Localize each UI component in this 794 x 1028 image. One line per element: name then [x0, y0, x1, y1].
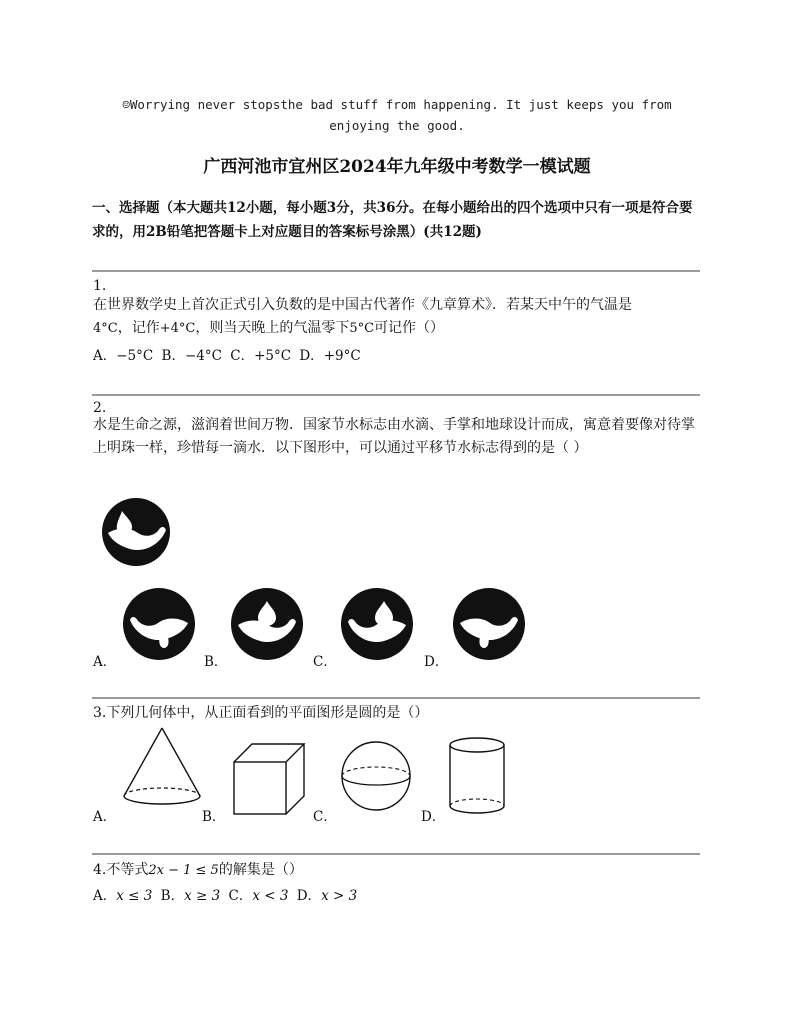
question-3-stem [93, 702, 705, 725]
temperature-value: 5°C [349, 321, 375, 336]
section-heading: 一、选择题（本大题共12小题，每小题3分，共36分。在每小题给出的四个选项中只有一项是符合要求的，用2B铅笔把答题卡上对应题目的答案标号涂黑）(共12题) [92, 200, 693, 240]
cube-icon[interactable] [230, 742, 306, 818]
logo-option-a-icon[interactable] [122, 587, 196, 661]
option-value[interactable]: x < 3 [252, 888, 289, 904]
question-1-line2 [93, 317, 705, 340]
inequality-expression: 2x − 1 ≤ 5 [148, 863, 219, 878]
question-1-stem [93, 294, 705, 340]
motivational-quote: ☺Worrying never stopsthe bad stuff from happening. It just keeps you from enjoying the good. [122, 97, 672, 133]
option-label: D． [296, 888, 322, 904]
option-label: A． [93, 888, 117, 904]
question-text: 下列几何体中，从正面看到的平面图形是圆的是（） [106, 705, 429, 721]
cylinder-icon[interactable] [446, 736, 508, 818]
option-label: B． [160, 888, 185, 904]
option-value[interactable]: x > 3 [321, 888, 358, 904]
option-label: D． [299, 348, 324, 364]
option-value[interactable]: +5°C [254, 348, 292, 364]
question-4-options [93, 884, 357, 904]
option-label[interactable]: D． [424, 654, 449, 670]
water-saving-logo [100, 497, 172, 567]
option-value[interactable]: −5°C [116, 348, 154, 364]
option-label[interactable]: A． [93, 809, 117, 825]
temperature-value: +4°C [159, 321, 196, 336]
exam-title: 广西河池市宜州区2024年九年级中考数学一模试题 [203, 157, 591, 177]
question-divider [92, 697, 700, 699]
option-label: C． [228, 888, 253, 904]
question-number: 2. [93, 400, 107, 416]
option-value[interactable]: +9°C [323, 348, 361, 364]
option-label: A． [93, 348, 117, 364]
logo-option-c-icon[interactable] [340, 587, 414, 661]
option-label: C． [230, 348, 255, 364]
question-number: 4. [93, 862, 107, 878]
option-label[interactable]: C． [313, 809, 337, 825]
question-2-stem: 水是生命之源，滋润着世间万物．国家节水标志由水滴、手掌和地球设计而成，寓意着要像对待掌上明珠一样，珍惜每一滴水．以下图形中，可以通过平移节水标志得到的是（ ） [93, 417, 695, 456]
option-value[interactable]: x ≤ 3 [116, 888, 153, 904]
option-value[interactable]: −4°C [184, 348, 222, 364]
question-divider [92, 270, 700, 272]
question-text: 的解集是（） [218, 862, 303, 878]
logo-option-b-icon[interactable] [230, 587, 304, 661]
option-label[interactable]: B． [202, 809, 226, 825]
logo-option-d-icon[interactable] [452, 587, 526, 661]
option-value[interactable]: x ≥ 3 [184, 888, 221, 904]
option-label[interactable]: C． [313, 654, 337, 670]
question-1-options [93, 344, 361, 364]
question-text: ，则当天晚上的气温零下 [195, 320, 350, 336]
question-text: ，记作 [117, 320, 160, 336]
option-label[interactable]: B． [204, 654, 228, 670]
question-divider [92, 394, 700, 396]
question-1-line1: 在世界数学史上首次正式引入负数的是中国古代著作《九章算术》．若某天中午的气温是 [93, 297, 632, 313]
cone-icon[interactable] [120, 726, 204, 808]
option-label[interactable]: A． [93, 654, 117, 670]
option-label: B． [161, 348, 185, 364]
question-number: 1. [93, 278, 107, 294]
question-divider [92, 853, 700, 855]
question-text: 不等式 [106, 862, 149, 878]
question-number: 3. [93, 705, 107, 721]
sphere-icon[interactable] [340, 740, 412, 812]
temperature-value: 4°C [93, 321, 118, 336]
question-text: 可记作（） [374, 320, 445, 336]
option-label[interactable]: D． [421, 809, 446, 825]
question-4-stem [93, 859, 705, 882]
